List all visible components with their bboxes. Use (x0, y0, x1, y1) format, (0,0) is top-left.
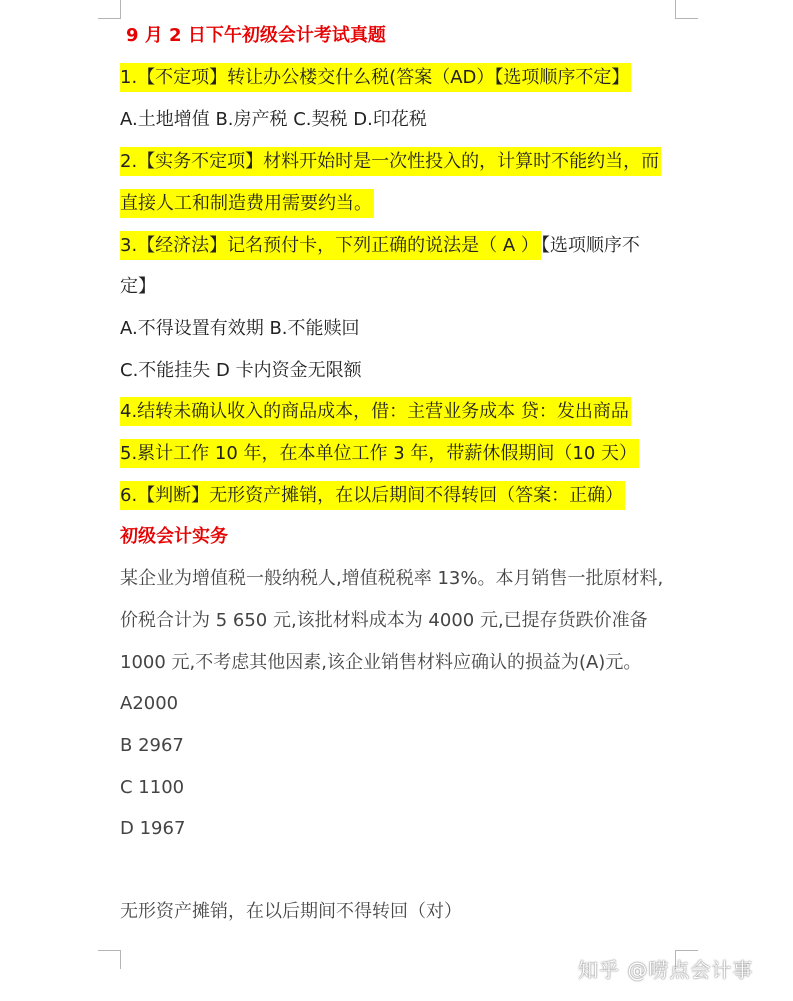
question-1-options: A.土地增值 B.房产税 C.契税 D.印花税 (120, 109, 427, 130)
judgement-statement: 无形资产摊销，在以后期间不得转回（对） (120, 901, 462, 922)
question-5: 5.累计工作 10 年，在本单位工作 3 年，带薪休假期间（10 天） (120, 442, 639, 466)
question-3-options-ab: A.不得设置有效期 B.不能赎回 (120, 318, 360, 339)
option-a: A2000 (120, 693, 179, 714)
problem-line-1: 某企业为增值税一般纳税人,增值税税率 13%。本月销售一批原材料, (120, 568, 664, 589)
page-title: 9 月 2 日下午初级会计考试真题 (126, 25, 386, 46)
crop-mark-top-right (675, 0, 698, 19)
problem-line-2: 价税合计为 5 650 元,该批材料成本为 4000 元,已提存货跌价准备 (120, 610, 648, 631)
section-title: 初级会计实务 (120, 526, 228, 547)
question-3-line-2: 定】 (120, 276, 156, 297)
question-6: 6.【判断】无形资产摊销，在以后期间不得转回（答案：正确） (120, 484, 625, 508)
option-c: C 1100 (120, 777, 185, 798)
problem-line-3: 1000 元,不考虑其他因素,该企业销售材料应确认的损益为(A)元。 (120, 652, 642, 673)
question-2-line-1: 2.【实务不定项】材料开始时是一次性投入的，计算时不能约当，而 (120, 150, 661, 174)
option-b: B 2967 (120, 735, 184, 756)
crop-mark-top-left (98, 0, 121, 19)
zhihu-watermark: 知乎 @唠点会计事 (578, 958, 754, 982)
crop-mark-bottom-left (98, 950, 121, 969)
question-3-line-1: 3.【经济法】记名预付卡，下列正确的说法是（ A ） 【选项顺序不 (120, 234, 640, 258)
question-3-options-cd: C.不能挂失 D 卡内资金无限额 (120, 360, 362, 381)
option-d: D 1967 (120, 818, 186, 839)
question-4: 4.结转未确认收入的商品成本，借：主营业务成本 贷：发出商品 (120, 400, 631, 424)
question-1: 1.【不定项】转让办公楼交什么税(答案（AD）【选项顺序不定】 (120, 66, 631, 90)
question-2-line-2: 直接人工和制造费用需要约当。 (120, 192, 374, 216)
